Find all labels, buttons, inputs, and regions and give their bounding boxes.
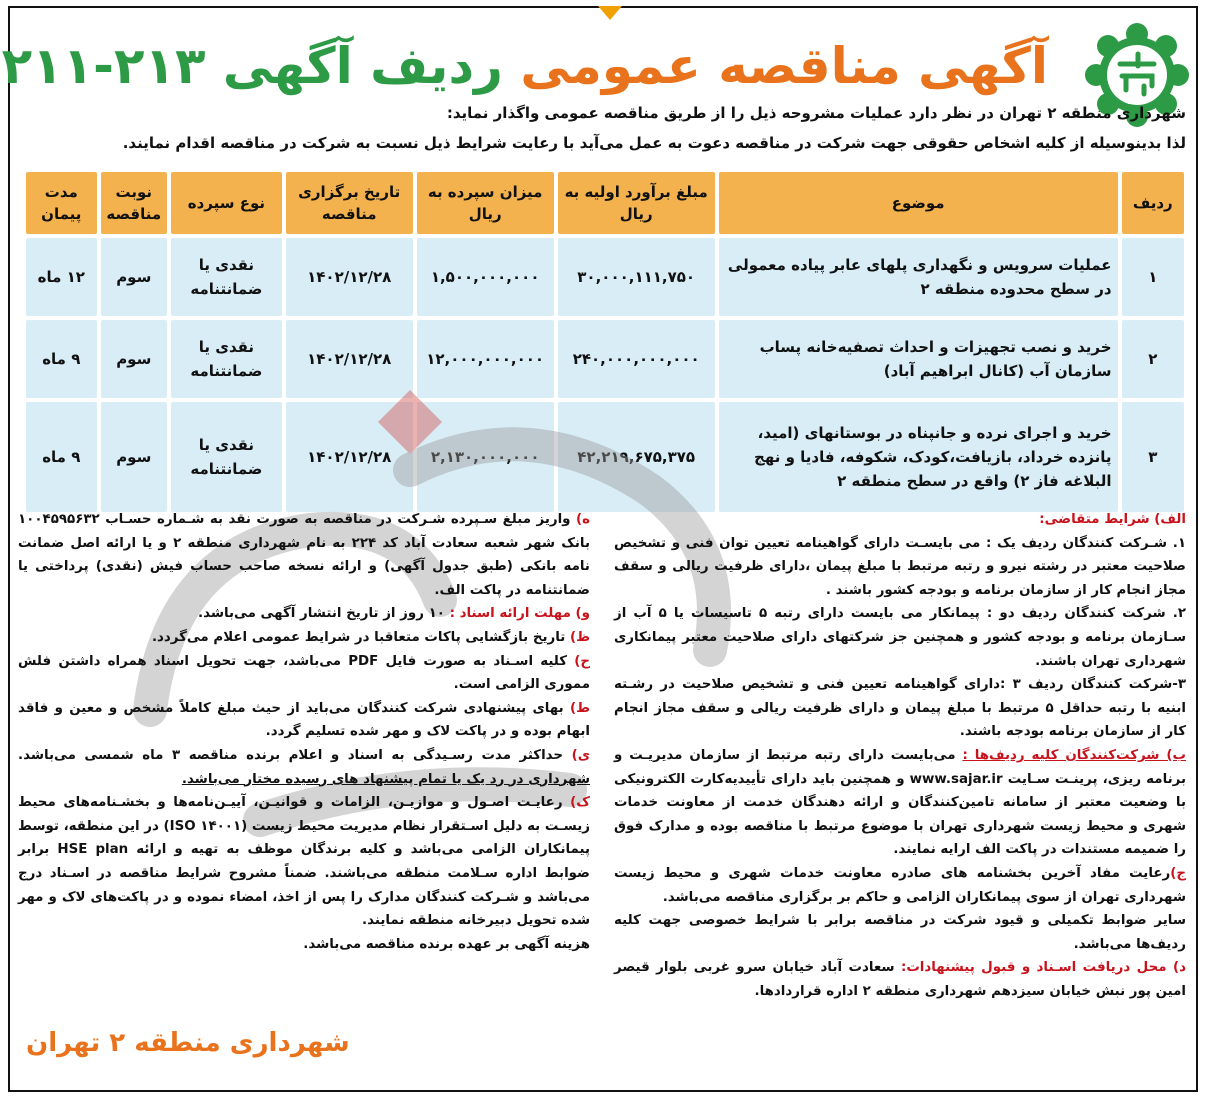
cell-round: سوم <box>101 320 167 398</box>
section-be-title: ب) شرکت‌کنندگان کلیه ردیف‌ها : <box>962 747 1186 763</box>
cell-date: ۱۴۰۲/۱۲/۲۸ <box>286 402 413 512</box>
section-jim-text: رعایت مفاد آخرین بخشنامه های صادره معاونت خدمات شهری و محیط زیست شهرداری تهران از سوی پیمانکاران الزامی و حاکم بر برگزاری مناقصه می‌باشد. <box>614 865 1186 905</box>
section-alef-item-3: ۳-شرکت کنندگان ردیف ۳ :دارای گواهینامه تعیین فنی و تشخیص صلاحیت در رشـته ابنیه با رتبه حداقل ۵ مرتبط با مبلغ پیمان و دارای ظرفیت ریالی و سقف مجاز انجام کار از سازمان برنامه بودجه باشند. <box>614 677 1186 740</box>
header-date: تاریخ برگزاری مناقصه <box>286 172 413 234</box>
cell-row-number: ۲ <box>1122 320 1184 398</box>
section-ta-title: ط) <box>569 700 590 716</box>
section-he2-title: ح) <box>574 653 590 669</box>
notice-title <box>1 26 1048 106</box>
cell-row-number: ۱ <box>1122 238 1184 316</box>
section-alef-item-2: ۲. شرکت کنندگان ردیف دو : پیمانکار می بایست دارای رتبه ۵ تاسیسات یا ۵ آب از سـازمان برنامه و بودجه کشور و همچنین جز شرکتهای دارای صلاحیت معتبر پیمانکاری شهرداری تهران باشند. <box>614 606 1187 669</box>
conditions-right-column <box>614 508 1186 1003</box>
cell-deposit-type: نقدی یا ضمانتنامه <box>171 320 282 398</box>
section-he2-text: کلیه اسـناد به صورت فایل PDF می‌باشد، جهت تحویل اسناد همراه داشتن فلش مموری الزامی است. <box>18 653 590 693</box>
section-alef-item-1: ۱. شـرکت کنندگان ردیف یک : می بایسـت دارای گواهینامه تعیین توان فنی و تشخیص صلاحیت معتبر در رشته نیرو و رتبه مرتبط با مبلغ پیمان ،دارای ظرفیت ریالی و سقف مجاز انجام کار از سازمان برنامه و بودجه کشور باشند . <box>614 535 1186 598</box>
cell-subject: عملیات سرویس و نگهداری پلهای عابر پیاده معمولی در سطح محدوده منطقه ۲ <box>719 238 1118 316</box>
title-main: آگهی مناقصه عمومی <box>520 37 1048 95</box>
tender-table <box>22 168 1188 516</box>
table-header-row <box>26 172 1184 234</box>
cell-row-number: ۳ <box>1122 402 1184 512</box>
header-row-number: ردیف <box>1122 172 1184 234</box>
cell-estimate: ۴۲,۲۱۹,۶۷۵,۳۷۵ <box>558 402 715 512</box>
section-vav-title: و) مهلت ارائه اسناد : <box>449 606 590 622</box>
table-row <box>26 238 1184 316</box>
section-za-title: ظ) <box>569 629 590 645</box>
cell-date: ۱۴۰۲/۱۲/۲۸ <box>286 320 413 398</box>
cell-subject: خرید و اجرای نرده و جانپناه در بوستانهای (امید، پانزده خرداد، بازیافت،کودک، شکوفه، فادیا و نهج البلاغه فاز ۲) واقع در سطح منطقه ۲ <box>719 402 1118 512</box>
cell-estimate: ۳۰,۰۰۰,۱۱۱,۷۵۰ <box>558 238 715 316</box>
cell-deposit: ۲,۱۳۰,۰۰۰,۰۰۰ <box>417 402 554 512</box>
intro-line-2: لذا بدینوسیله از کلیه اشخاص حقوقی جهت شرکت در مناقصه دعوت به عمل می‌آید با رعایت شرایط ذیل نسبت به شرکت در مناقصه اقدام نمایند. <box>122 134 1186 152</box>
cell-deposit: ۱,۵۰۰,۰۰۰,۰۰۰ <box>417 238 554 316</box>
title-ad-number: ۲۱۳-۲۱۱ <box>1 37 206 95</box>
cell-round: سوم <box>101 402 167 512</box>
header-round: نوبت مناقصه <box>101 172 167 234</box>
cell-subject: خرید و نصب تجهیزات و احداث تصفیه‌خانه پساب سازمان آب (کانال ابراهیم آباد) <box>719 320 1118 398</box>
title-ad-row-label: ردیف آگهی <box>222 37 503 95</box>
header-deposit-type: نوع سپرده <box>171 172 282 234</box>
cell-duration: ۹ ماه <box>26 402 97 512</box>
section-ye-title: ی) <box>571 747 590 763</box>
section-he-bold: (طبق جدول آگهی) <box>384 559 513 575</box>
section-jim-text-2: سایر ضوابط تکمیلی و قیود شرکت در مناقصه برابر با شرایط خصوصی جهت کلیه ردیف‌ها می‌باشد. <box>614 913 1186 952</box>
cell-deposit-type: نقدی یا ضمانتنامه <box>171 238 282 316</box>
section-za-text: تاریخ بازگشایی پاکات متعاقبا در شرایط عمومی اعلام می‌گردد. <box>151 629 566 645</box>
section-ta-text: بهای پیشنهادی شرکت کنندگان می‌باید از حیث مبلغ کاملاً مشخص و معین و فاقد ابهام بوده و در پاکت لاک و مهر شده تسلیم گردد. <box>18 700 590 740</box>
cell-deposit-type: نقدی یا ضمانتنامه <box>171 402 282 512</box>
section-alef-title: الف) شرایط متقاضی: <box>1039 512 1186 527</box>
section-dal-title: د) محل دریافت اسـناد و قبول پیشنهادات: <box>901 960 1186 976</box>
header-estimate: مبلغ برآورد اولیه به ریال <box>558 172 715 234</box>
section-kaf-title: ک) <box>570 795 590 811</box>
section-he-title: ه) <box>575 512 590 527</box>
section-ye-bold: شهرداری در رد یک یا تمام پیشنهاد های رسیده مختار می‌باشد. <box>181 771 590 787</box>
section-he-text-2: و ارائه نسخه صاحب حساب فیش (نقدی) پرداختی یا ضمانتنامه در پاکت الف. <box>18 559 590 598</box>
signature: شهرداری منطقه ۲ تهران <box>26 1028 350 1058</box>
section-jim-title: ج) <box>1170 865 1186 881</box>
intro-line-1 <box>36 104 1186 122</box>
cell-date: ۱۴۰۲/۱۲/۲۸ <box>286 238 413 316</box>
cell-duration: ۱۲ ماه <box>26 238 97 316</box>
table-row <box>26 402 1184 512</box>
section-he-text: واریز مبلغ سـپرده شـرکت در مناقصه به صورت نقد به شـماره حسـاب ۱۰۰۴۵۹۵۶۳۲ بانک شهر شعبه سعادت آباد کد ۲۲۴ به نام شهرداری منطقه ۲ و یا ارائه اصل ضمانت نامه بانکی <box>18 512 590 575</box>
section-ye-text: حداکثر مدت رسـیدگی به اسناد و اعلام برنده مناقصه ۳ ماه شمسی می‌باشد. <box>18 747 564 763</box>
cell-duration: ۹ ماه <box>26 320 97 398</box>
section-kaf-text: رعایـت اصـول و موازیـن، الزامات و قوانیـن، آییـن‌نامه‌ها و بخشـنامه‌های محیط زیسـت به دلیل اسـتقرار نظام مدیریت محیط زیست (ISO ۱۴۰۰۱) در این منطقه، توسط پیمانکاران الزامی می‌باشد و کلیه برندگان موظف به تهیه و ارائه HSE plan برابر ضوابط اداره سـلامت منطقه می‌باشند. ضمناً مشروح شرایط مناقصه در اسـناد درج می‌باشد و شـرکت کنندگان مدارک را پس از اخذ، امضاء نموده و در پاکت‌های لاک و مهر شده تحویل دبیرخانه منطقه نمایند. <box>18 795 591 929</box>
header-subject: موضوع <box>719 172 1118 234</box>
section-dal-text: سعادت آباد خیابان سرو غربی بلوار قیصر امین پور نبش خیابان سیزدهم شهرداری منطقه ۲ اداره قراردادها. <box>614 960 1186 999</box>
section-vav-text: ۱۰ روز از تاریخ انتشار آگهی می‌باشد. <box>198 606 445 622</box>
intro-text: در نظر دارد عملیات مشروحه ذیل را از طریق مناقصه عمومی واگذار نماید: <box>446 104 994 122</box>
advertising-cost-note: هزینه آگهی بر عهده برنده مناقصه می‌باشد. <box>303 936 590 952</box>
intro-organization: شهرداری منطقه ۲ تهران <box>999 104 1186 122</box>
header-deposit: میزان سپرده به ریال <box>417 172 554 234</box>
cell-deposit: ۱۲,۰۰۰,۰۰۰,۰۰۰ <box>417 320 554 398</box>
cell-round: سوم <box>101 238 167 316</box>
cell-estimate: ۲۴۰,۰۰۰,۰۰۰,۰۰۰ <box>558 320 715 398</box>
header-duration: مدت پیمان <box>26 172 97 234</box>
section-be-text: می‌بایست دارای رتبه مرتبط از سازمان مدیریـت و برنامه ریزی، پرینـت سـایت www.sajar.ir و همچنین باید دارای تأییدیه‌کارت الکترونیکی با وضعیت معتبر از سامانه تامین‌کنندگان و ارائه دهندگان خدمت از معاونت خدمات شهری و محیط زیست شهرداری تهران با موضوع مرتبط با مناقصه بوده و مدارک فوق را ضمیمه مستندات در پاکت الف ارایه نمایند. <box>614 747 1187 858</box>
conditions-left-column <box>18 508 590 956</box>
table-row <box>26 320 1184 398</box>
top-notch-mark <box>598 6 622 20</box>
